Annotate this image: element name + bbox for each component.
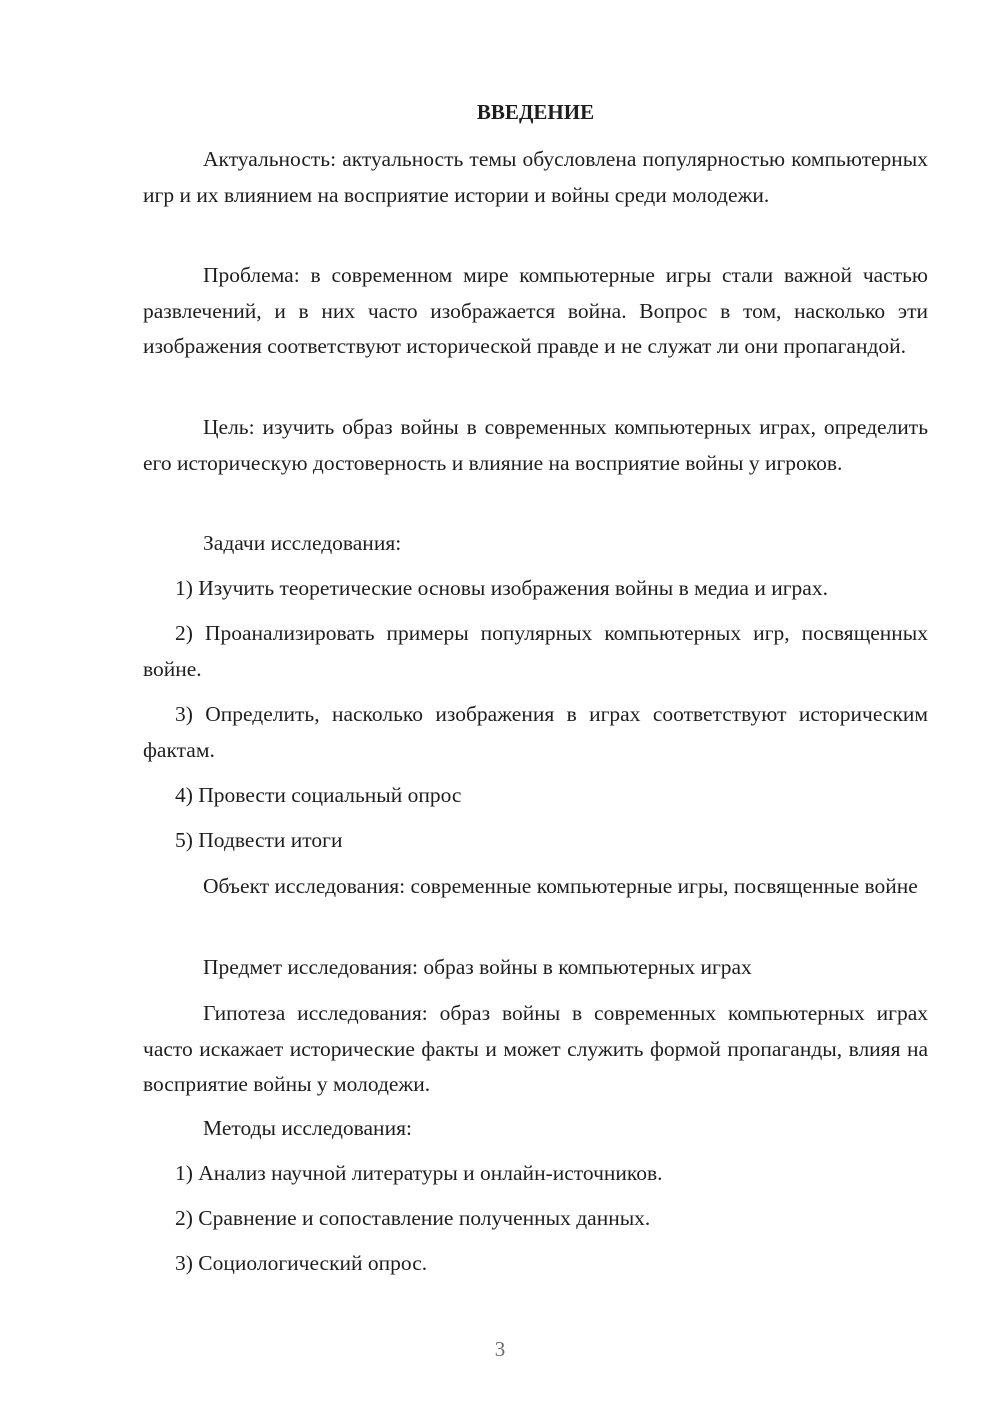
page-number: 3	[494, 1337, 506, 1361]
methods-heading: Методы исследования:	[203, 1116, 412, 1140]
task-item-4: 4) Провести социальный опрос	[175, 783, 462, 807]
task-item-3: 3) Определить, насколько изображения в играх соответствуют историческим фактам.	[143, 702, 928, 762]
subject-paragraph: Предмет исследования: образ войны в компьютерных играх	[203, 955, 752, 979]
task-item-5: 5) Подвести итоги	[175, 828, 343, 852]
method-item-1: 1) Анализ научной литературы и онлайн-источников.	[175, 1161, 663, 1185]
relevance-paragraph: Актуальность: актуальность темы обусловлена популярностью компьютерных игр и их влиянием на восприятие истории и войны среди молодежи.	[143, 147, 928, 207]
method-item-2: 2) Сравнение и сопоставление полученных данных.	[175, 1206, 651, 1230]
hypothesis-paragraph: Гипотеза исследования: образ войны в современных компьютерных играх часто искажает исторические факты и может служить формой пропаганды, влияя на восприятие войны у молодежи.	[143, 1001, 928, 1096]
task-item-2: 2) Проанализировать примеры популярных компьютерных игр, посвященных войне.	[143, 621, 928, 681]
method-item-3: 3) Социологический опрос.	[175, 1251, 428, 1275]
task-item-1: 1) Изучить теоретические основы изображения войны в медиа и играх.	[175, 576, 828, 600]
object-paragraph: Объект исследования: современные компьютерные игры, посвященные войне	[203, 874, 918, 898]
tasks-heading: Задачи исследования:	[203, 531, 402, 555]
goal-paragraph: Цель: изучить образ войны в современных компьютерных играх, определить его историческую достоверность и влияние на восприятие войны у игроков.	[143, 415, 928, 475]
section-title: ВВЕДЕНИЕ	[476, 100, 595, 124]
problem-paragraph: Проблема: в современном мире компьютерные игры стали важной частью развлечений, и в них часто изображается война. Вопрос в том, насколько эти изображения соответствуют исторической правде и не служат ли они пропагандой.	[143, 263, 928, 358]
